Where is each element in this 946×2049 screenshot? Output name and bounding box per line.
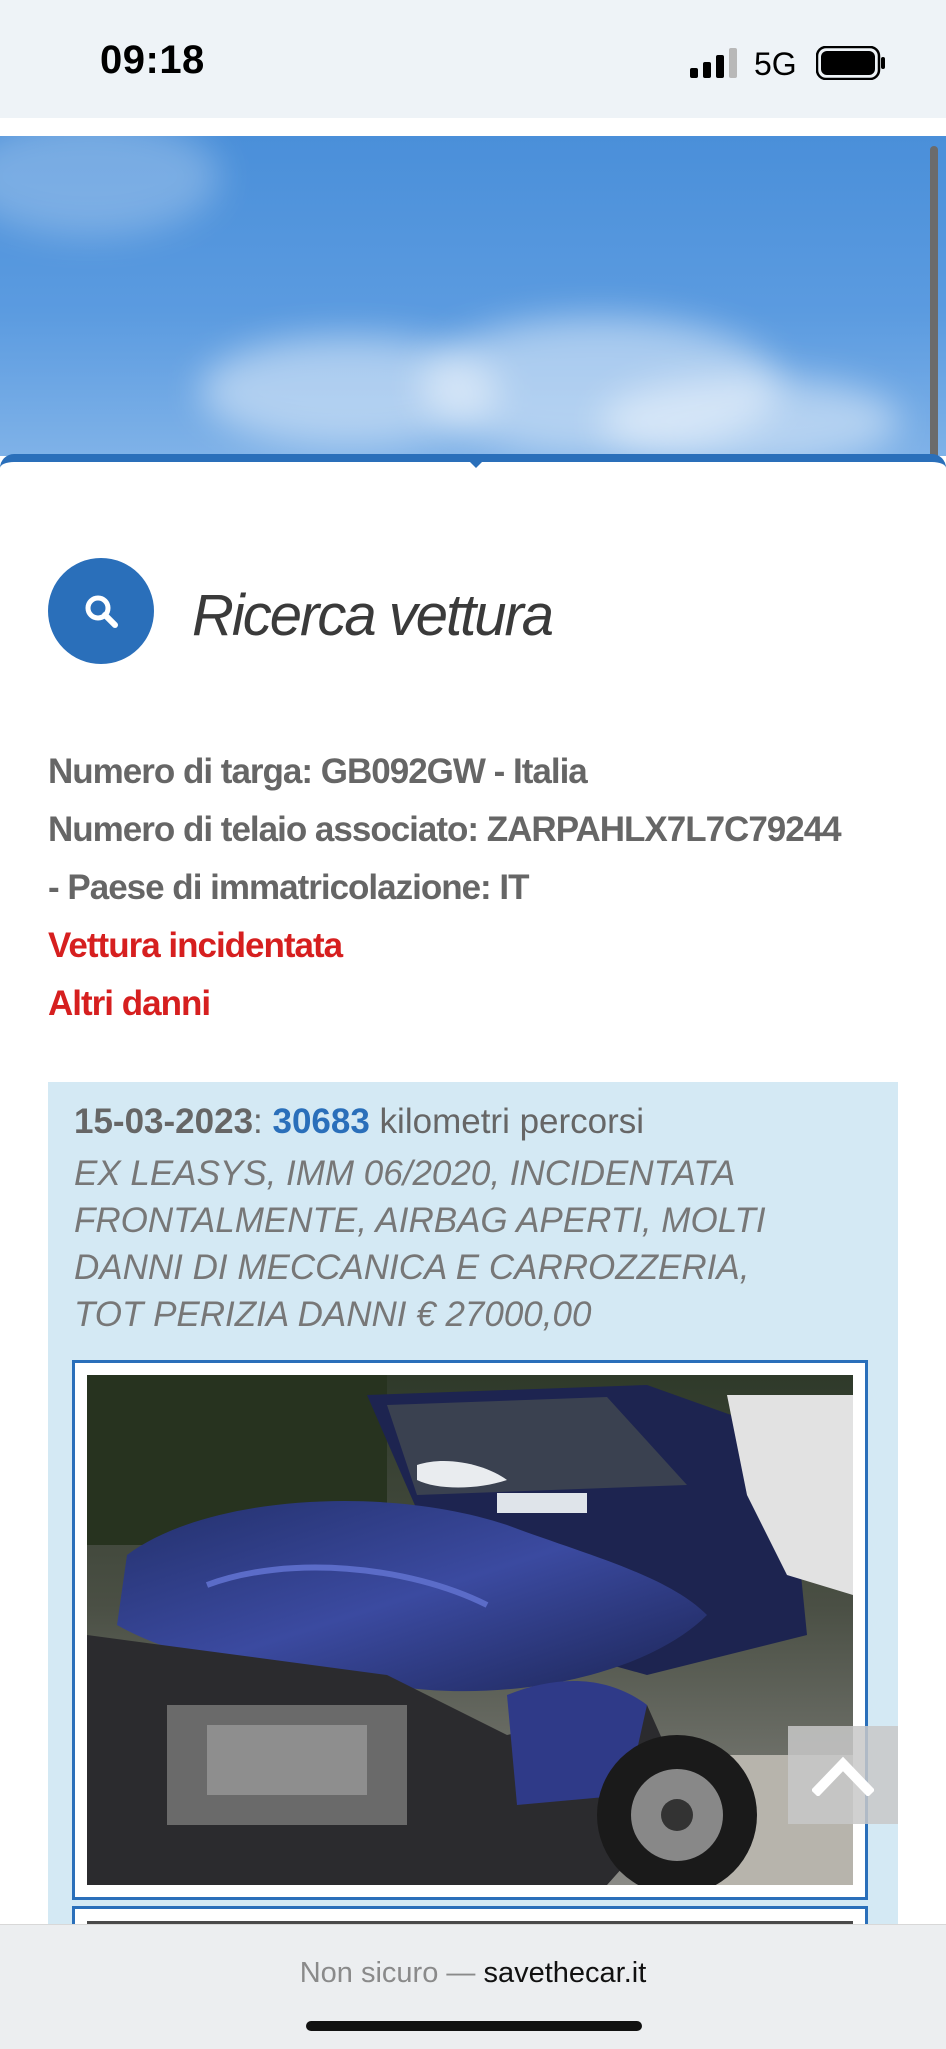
search-button[interactable] bbox=[48, 558, 154, 664]
signal-bars-icon bbox=[690, 48, 738, 78]
chevron-up-icon bbox=[812, 1752, 874, 1796]
battery-icon bbox=[816, 46, 886, 80]
scroll-to-top-button[interactable] bbox=[788, 1726, 898, 1824]
scrollbar[interactable] bbox=[930, 146, 938, 500]
registration-country: - Paese di immatricolazione: IT bbox=[48, 868, 529, 907]
browser-address-bar[interactable] bbox=[0, 1924, 946, 2049]
history-record bbox=[48, 1082, 898, 1924]
record-km-suffix: kilometri percorsi bbox=[369, 1102, 645, 1141]
status-bar bbox=[0, 0, 946, 118]
record-header bbox=[74, 1102, 644, 1142]
plate-number: Numero di targa: GB092GW - Italia bbox=[48, 752, 587, 791]
network-label: 5G bbox=[754, 46, 797, 82]
damage-photo bbox=[87, 1375, 853, 1885]
security-label: Non sicuro — bbox=[299, 1957, 484, 1989]
record-description-line: FRONTALMENTE, AIRBAG APERTI, MOLTI bbox=[74, 1201, 766, 1240]
vin-number: Numero di telaio associato: ZARPAHLX7L7C79244 bbox=[48, 810, 841, 849]
home-indicator[interactable] bbox=[306, 2021, 642, 2031]
record-km: 30683 bbox=[272, 1102, 370, 1141]
status-time: 09:18 bbox=[100, 38, 205, 82]
record-separator: : bbox=[253, 1102, 273, 1141]
record-description-line: EX LEASYS, IMM 06/2020, INCIDENTATA bbox=[74, 1154, 736, 1193]
record-description bbox=[74, 1150, 874, 1338]
alert-other-damage: Altri danni bbox=[48, 984, 211, 1023]
car-photo-illustration bbox=[87, 1375, 853, 1885]
damage-photo-frame[interactable] bbox=[72, 1360, 868, 1900]
card-notch bbox=[462, 454, 490, 468]
record-description-line: DANNI DI MECCANICA E CARROZZERIA, bbox=[74, 1248, 750, 1287]
address-text bbox=[0, 1957, 946, 1990]
header-banner bbox=[0, 136, 946, 456]
domain-label: savethecar.it bbox=[483, 1957, 647, 1989]
alert-accident: Vettura incidentata bbox=[48, 926, 343, 965]
search-icon bbox=[83, 593, 119, 629]
record-description-line: TOT PERIZIA DANNI € 27000,00 bbox=[74, 1295, 592, 1334]
page-title: Ricerca vettura bbox=[192, 583, 553, 648]
record-date: 15-03-2023 bbox=[74, 1102, 254, 1141]
